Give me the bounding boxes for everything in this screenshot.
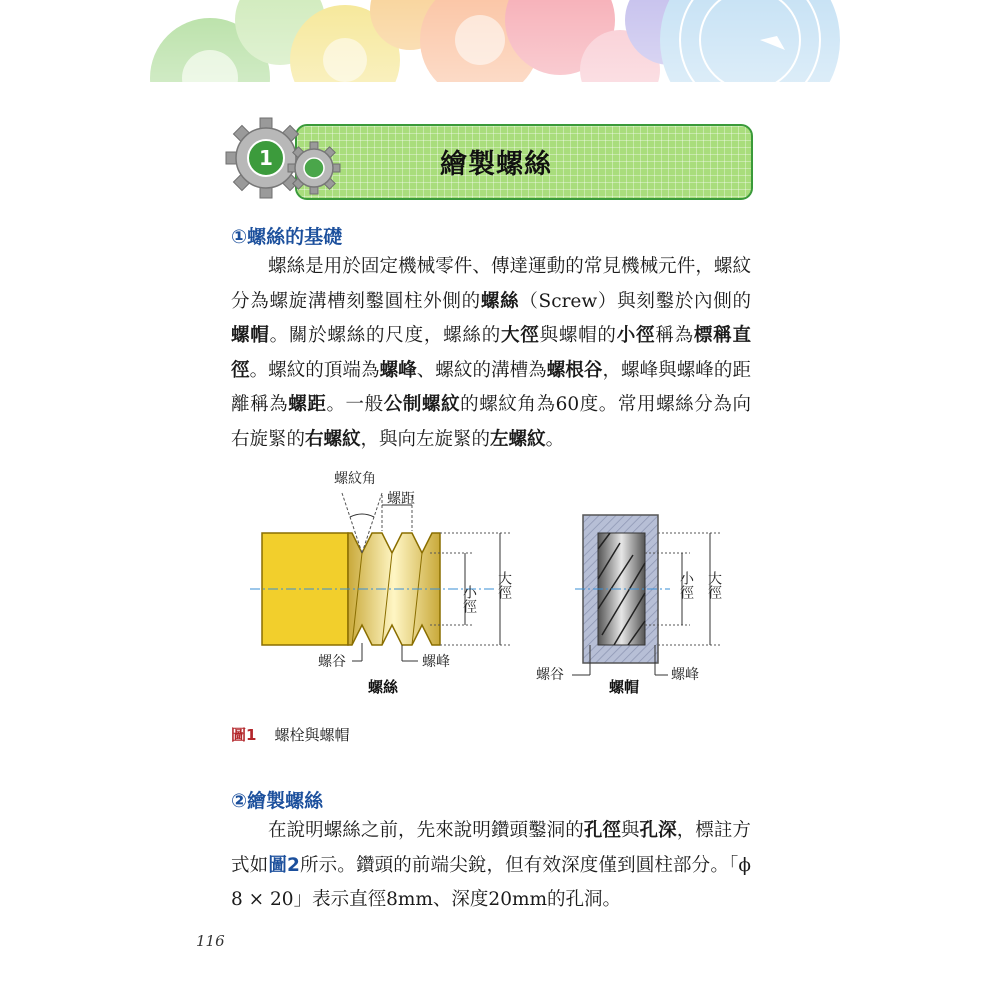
text-span: 。螺紋的頂端為 xyxy=(249,359,380,381)
label-thread-angle: 螺紋角 xyxy=(334,471,376,487)
term-left-hand-thread: 左螺紋 xyxy=(490,428,546,450)
label-minor-diameter: 小徑 xyxy=(461,585,477,613)
figure-label: 圖1 xyxy=(231,726,257,744)
text-span: 、螺紋的溝槽為 xyxy=(416,359,547,381)
paragraph-drawing xyxy=(231,814,751,918)
page-title: 繪製螺絲 xyxy=(440,149,552,180)
screw-nut-diagram xyxy=(250,465,760,705)
label-crest-screw: 螺峰 xyxy=(422,654,450,670)
label-root-screw: 螺谷 xyxy=(318,654,346,670)
text-span: ，與向左旋緊的 xyxy=(360,428,491,450)
figure-caption xyxy=(231,724,349,745)
figure-caption-text: 螺栓與螺帽 xyxy=(274,726,350,744)
label-major-diameter: 大徑 xyxy=(496,571,512,599)
section-heading-basics: ①螺絲的基礎 xyxy=(231,226,343,248)
header-banner xyxy=(150,0,840,82)
label-nut: 螺帽 xyxy=(609,678,640,696)
badge-number: 1 xyxy=(259,146,273,170)
term-screw: 螺絲 xyxy=(480,290,520,312)
text-span: 。一般 xyxy=(326,394,384,415)
text-span: 。關於螺絲的尺度，螺絲的 xyxy=(269,325,501,346)
gears-banner-image xyxy=(150,0,840,82)
text-span: ，標註方式如 xyxy=(231,820,751,876)
text-span: ，螺峰與螺峰的距離稱為 xyxy=(231,359,751,415)
figure-screw-and-nut xyxy=(250,465,760,705)
text-span: 螺絲是用於固定機械零件、傳達運動的常見機械元件，螺紋分為螺旋溝槽刻鑿圓柱外側的 xyxy=(231,256,751,312)
term-metric-thread: 公制螺紋 xyxy=(383,394,461,415)
figure-reference-link: 圖2 xyxy=(268,854,300,876)
term-pitch: 螺距 xyxy=(288,394,327,415)
label-screw: 螺絲 xyxy=(368,678,399,696)
text-span: 的螺紋角為60度。常用螺絲分為向右旋緊的 xyxy=(231,394,751,450)
term-crest: 螺峰 xyxy=(379,359,417,381)
label-major-diameter-nut: 大徑 xyxy=(706,571,722,599)
text-span: 與 xyxy=(620,820,640,841)
term-nominal-diameter: 標稱直徑 xyxy=(231,325,751,381)
text-span: （Screw）與刻鑿於內側的 xyxy=(519,290,751,312)
text-span: 在說明螺絲之前，先來說明鑽頭鑿洞的 xyxy=(268,820,584,841)
text-span: 與螺帽的 xyxy=(539,325,617,346)
term-hole-diameter: 孔徑 xyxy=(583,820,621,841)
page-number: 116 xyxy=(196,932,225,950)
paragraph-basics xyxy=(231,250,751,457)
term-nut: 螺帽 xyxy=(231,325,270,346)
text-span: 所示。鑽頭的前端尖銳，但有效深度僅到圓柱部分。「ϕ 8 × 20」表示直徑8mm、深度20mm的孔洞。 xyxy=(231,854,751,910)
term-hole-depth: 孔深 xyxy=(639,820,677,841)
term-major-diameter: 大徑 xyxy=(501,325,540,346)
gear-icon xyxy=(224,116,344,206)
label-crest-nut: 螺峰 xyxy=(671,667,699,683)
label-pitch: 螺距 xyxy=(387,491,415,507)
label-root-nut: 螺谷 xyxy=(536,667,564,683)
text-span: 。 xyxy=(545,428,565,450)
label-minor-diameter-nut: 小徑 xyxy=(678,571,694,599)
gears-badge xyxy=(224,116,344,206)
term-minor-diameter: 小徑 xyxy=(616,325,656,346)
section-heading-drawing: ②繪製螺絲 xyxy=(231,790,324,812)
term-right-hand-thread: 右螺紋 xyxy=(305,428,361,450)
text-span: 稱為 xyxy=(655,325,694,346)
term-root: 螺根谷 xyxy=(546,359,603,381)
